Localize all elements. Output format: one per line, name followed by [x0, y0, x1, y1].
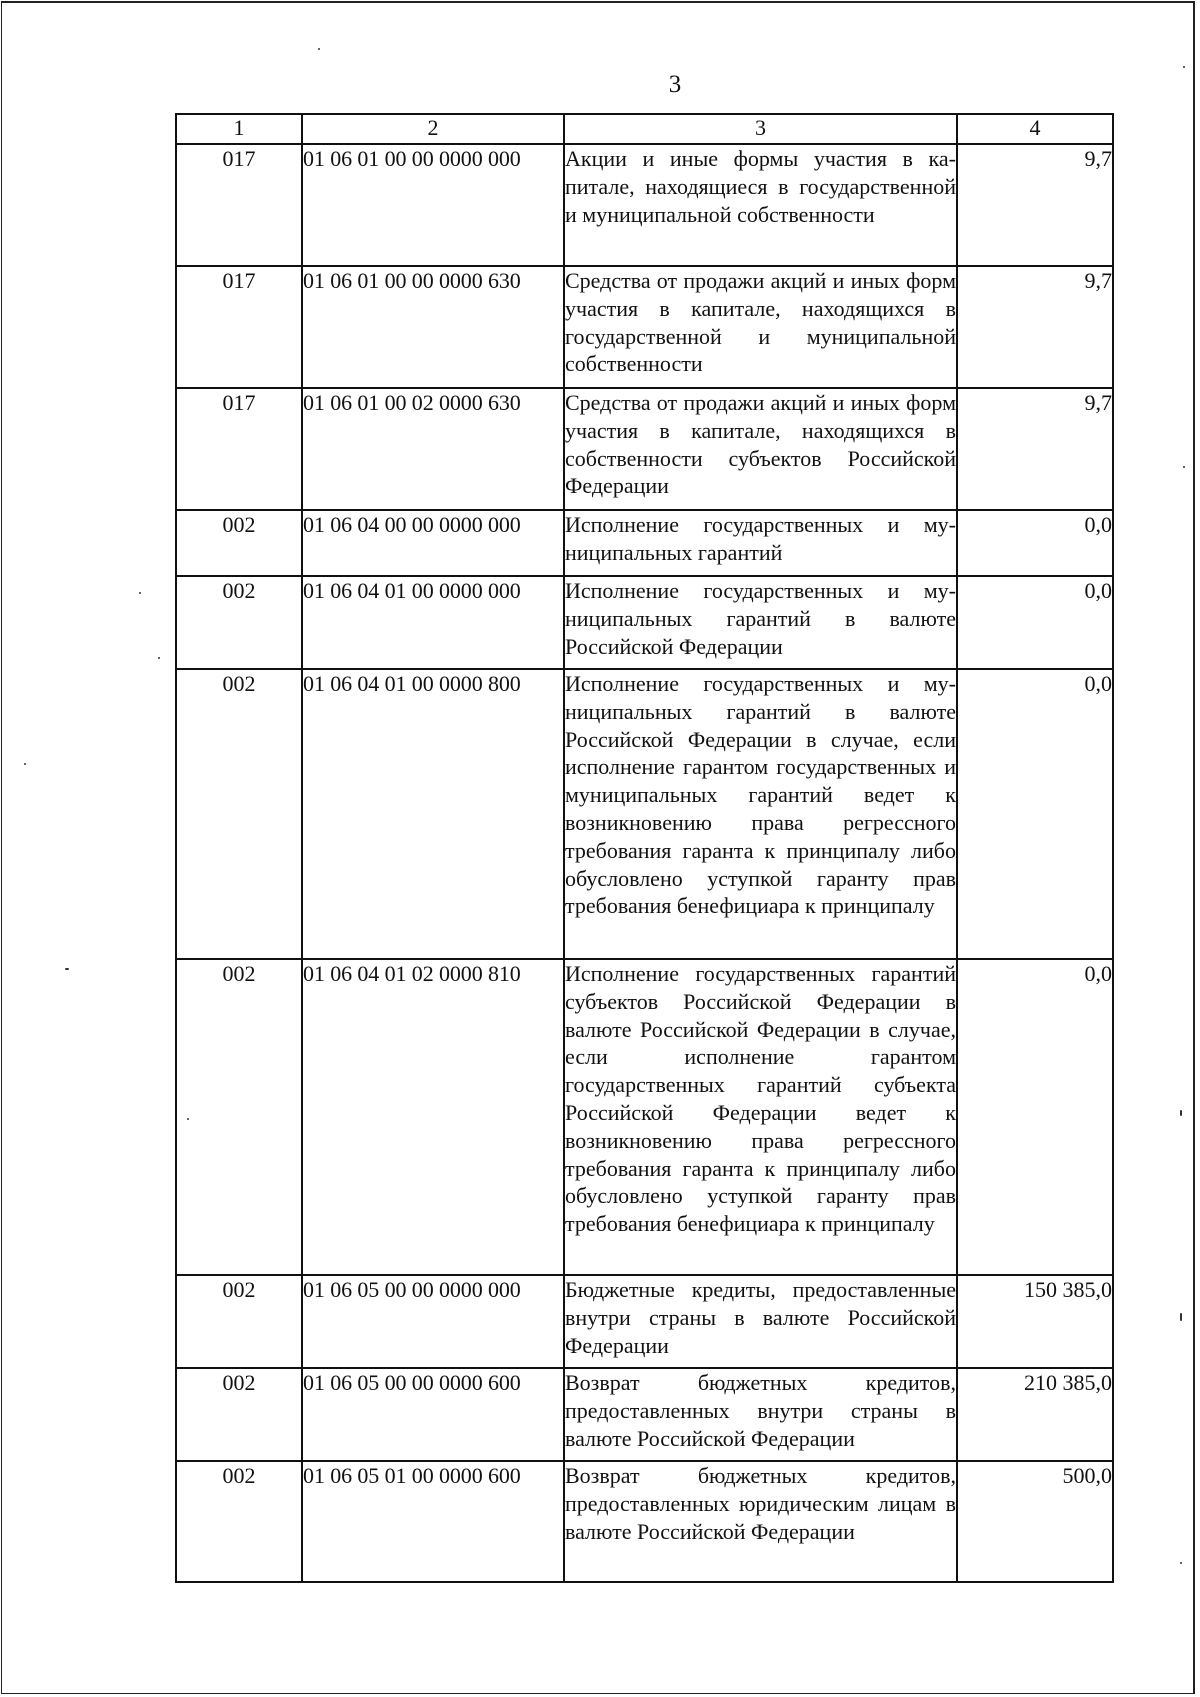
table-row	[176, 1461, 1113, 1582]
kbk-code-cell: 01 06 05 00 00 0000 600	[302, 1368, 564, 1461]
source-name-cell: Средства от продажи акций и иных форм участия в капитале, находящихся в государственной и муниципальной собственности	[564, 266, 957, 388]
admin-code-cell: 002	[176, 510, 302, 576]
page-number: 3	[668, 71, 682, 98]
scan-speck	[1180, 1313, 1182, 1321]
scan-speck	[1180, 1110, 1182, 1116]
admin-code-cell: 002	[176, 669, 302, 959]
table-row	[176, 266, 1113, 388]
kbk-code-cell: 01 06 04 01 02 0000 810	[302, 959, 564, 1275]
table-header-row	[176, 114, 1113, 144]
source-name-cell: Бюджетные кредиты, предоставленные внутри страны в валюте Российской Федерации	[564, 1275, 957, 1368]
kbk-code-cell: 01 06 04 00 00 0000 000	[302, 510, 564, 576]
table-row	[176, 959, 1113, 1275]
scan-speck	[65, 968, 69, 970]
admin-code-cell: 017	[176, 144, 302, 266]
sources-table	[175, 113, 1114, 1583]
scan-speck	[1183, 466, 1185, 468]
column-header: 1	[176, 114, 302, 144]
kbk-code-cell: 01 06 05 00 00 0000 000	[302, 1275, 564, 1368]
kbk-code-cell: 01 06 01 00 00 0000 630	[302, 266, 564, 388]
amount-cell: 210 385,0	[957, 1368, 1113, 1461]
table-row	[176, 388, 1113, 510]
amount-cell: 0,0	[957, 510, 1113, 576]
source-name-cell: Исполнение государственных и муниципальных гарантий	[564, 510, 957, 576]
table-row	[176, 1368, 1113, 1461]
source-name-cell: Исполнение государственных гарантий субъектов Российской Федерации в валюте Российской Федерации в случае, если исполнение гарантом государственных гарантий субъекта Российской Федерации ведет к возникновению права регрессного требования гаранта к принципалу либо обусловлено уступкой гаранту прав требования бенефициара к принципалу	[564, 959, 957, 1275]
source-name-cell: Возврат бюджетных кредитов, предоставленных юридическим лицам в валюте Российской Федерации	[564, 1461, 957, 1582]
admin-code-cell: 017	[176, 266, 302, 388]
scan-speck	[139, 592, 141, 594]
table-row	[176, 576, 1113, 669]
column-header: 4	[957, 114, 1113, 144]
amount-cell: 9,7	[957, 266, 1113, 388]
scan-speck	[24, 763, 26, 765]
source-name-cell: Исполнение государственных и муниципальных гарантий в валюте Российской Федерации в случае, если исполнение гарантом государственных и муниципальных гарантий ведет к возникновению права регрессного требования гаранта к принципалу либо обусловлено уступкой гаранту прав требования бенефициара к принципалу	[564, 669, 957, 959]
column-header: 3	[564, 114, 957, 144]
amount-cell: 9,7	[957, 388, 1113, 510]
amount-cell: 150 385,0	[957, 1275, 1113, 1368]
source-name-cell: Исполнение государственных и муниципальных гарантий в валюте Российской Федерации	[564, 576, 957, 669]
admin-code-cell: 002	[176, 959, 302, 1275]
scan-speck	[1183, 66, 1185, 68]
source-name-cell: Акции и иные формы участия в капитале, находящиеся в государственной и муниципальной собственности	[564, 144, 957, 266]
table-row	[176, 510, 1113, 576]
admin-code-cell: 017	[176, 388, 302, 510]
kbk-code-cell: 01 06 05 01 00 0000 600	[302, 1461, 564, 1582]
scan-speck	[158, 657, 160, 659]
admin-code-cell: 002	[176, 1461, 302, 1582]
source-name-cell: Средства от продажи акций и иных форм участия в капитале, находящихся в собственности субъектов Российской Федерации	[564, 388, 957, 510]
admin-code-cell: 002	[176, 576, 302, 669]
table-row	[176, 669, 1113, 959]
amount-cell: 500,0	[957, 1461, 1113, 1582]
amount-cell: 9,7	[957, 144, 1113, 266]
column-header: 2	[302, 114, 564, 144]
amount-cell: 0,0	[957, 576, 1113, 669]
kbk-code-cell: 01 06 04 01 00 0000 800	[302, 669, 564, 959]
kbk-code-cell: 01 06 01 00 00 0000 000	[302, 144, 564, 266]
amount-cell: 0,0	[957, 669, 1113, 959]
admin-code-cell: 002	[176, 1368, 302, 1461]
kbk-code-cell: 01 06 04 01 00 0000 000	[302, 576, 564, 669]
scan-speck	[318, 48, 320, 50]
table-row	[176, 144, 1113, 266]
kbk-code-cell: 01 06 01 00 02 0000 630	[302, 388, 564, 510]
scan-speck	[1180, 1562, 1182, 1564]
table-row	[176, 1275, 1113, 1368]
admin-code-cell: 002	[176, 1275, 302, 1368]
source-name-cell: Возврат бюджетных кредитов, предоставленных внутри страны в валюте Российской Федерации	[564, 1368, 957, 1461]
amount-cell: 0,0	[957, 959, 1113, 1275]
